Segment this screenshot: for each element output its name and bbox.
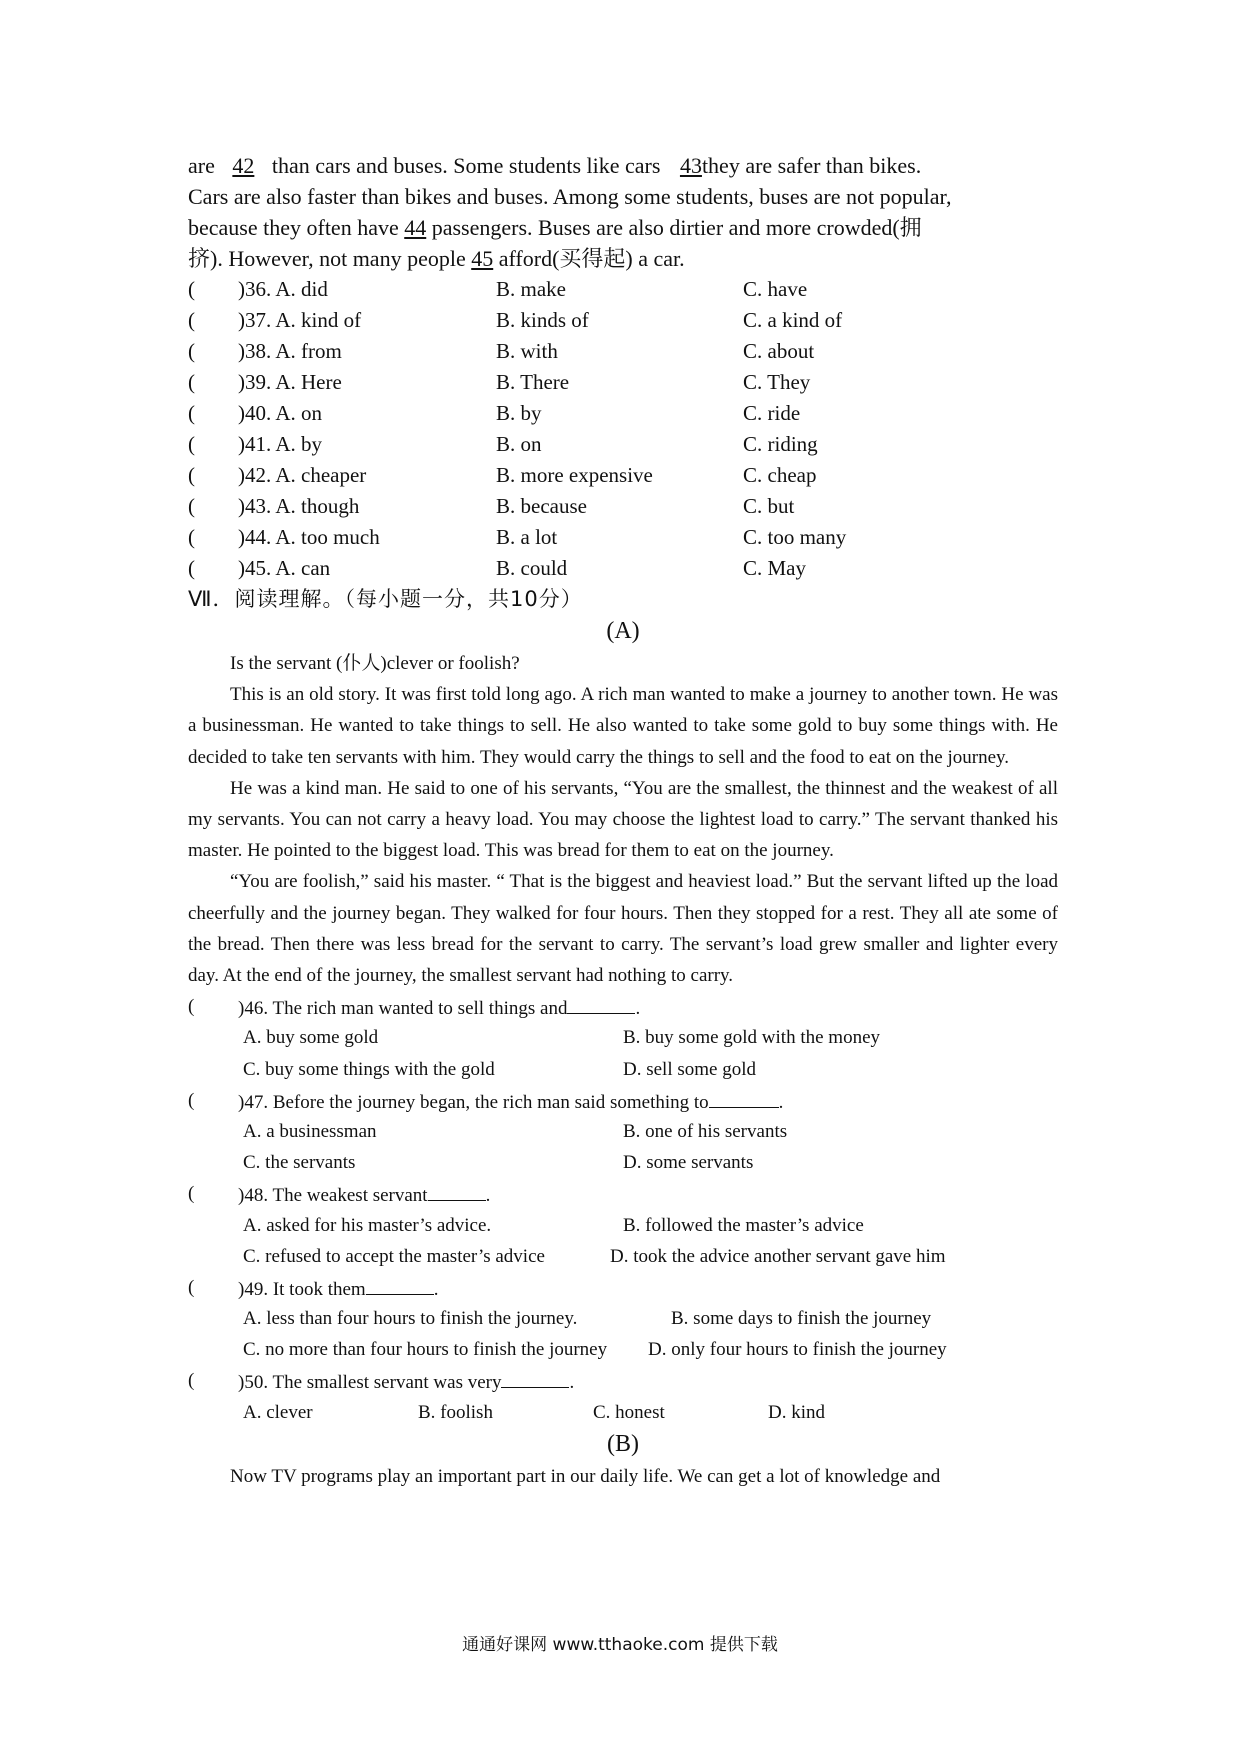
option-row-40 — [188, 398, 1058, 429]
option-a: )44. A. too much — [238, 525, 380, 549]
option-a: )36. A. did — [238, 277, 328, 301]
option-a: A. asked for his master’s advice. — [243, 1214, 492, 1236]
answer-paren[interactable]: ( — [188, 1089, 195, 1111]
option-b: B. by — [496, 401, 542, 425]
option-a: )37. A. kind of — [238, 308, 362, 332]
question-46 — [188, 991, 1058, 1022]
option-c: C. honest — [593, 1401, 665, 1423]
option-c: C. too many — [743, 525, 847, 549]
passage-a-title: Is the servant (仆人)clever or foolish? — [230, 653, 520, 674]
option-b: B. on — [496, 432, 542, 456]
answer-paren[interactable]: ( — [188, 525, 195, 549]
option-c: C. a kind of — [743, 308, 843, 332]
option-b: B. a lot — [496, 525, 558, 549]
option-d: D. sell some gold — [623, 1058, 756, 1080]
question-48 — [188, 1178, 1058, 1209]
option-a: A. buy some gold — [243, 1027, 379, 1049]
text-run: passengers. Buses are also dirtier and more crowded(拥 — [426, 215, 922, 240]
answer-paren[interactable]: ( — [188, 1183, 195, 1205]
answer-paren[interactable]: ( — [188, 996, 195, 1018]
answer-paren[interactable]: ( — [188, 1370, 195, 1392]
question-49-options-ab — [188, 1303, 1058, 1334]
option-a: )38. A. from — [238, 339, 342, 363]
blank-43: 43 — [679, 153, 702, 178]
passage-b-label: (B) — [607, 1430, 639, 1457]
option-b: B. one of his servants — [623, 1120, 788, 1142]
text-run: they are safer than bikes. — [701, 153, 922, 178]
answer-paren[interactable]: ( — [188, 401, 195, 425]
passage-a-paragraph-1: This is an old story. It was first told long ago. A rich man wanted to make a journey to another town. He was a businessman. He wanted to take things to sell. He also wanted to take some gold to buy some things with. He decided to take ten servants with him. They would carry the things to sell and the food to eat on the journey. — [188, 684, 1058, 768]
option-a: )41. A. by — [238, 432, 322, 456]
passage-a-label: (A) — [606, 618, 640, 644]
option-row-42 — [188, 460, 1058, 491]
option-b: B. buy some gold with the money — [623, 1027, 881, 1049]
option-a: )45. A. can — [238, 556, 331, 580]
question-48-options-cd — [188, 1241, 1058, 1272]
option-d: D. only four hours to finish the journey — [648, 1339, 947, 1361]
option-row-43 — [188, 491, 1058, 522]
option-b: B. because — [496, 494, 587, 518]
option-b: B. followed the master’s advice — [623, 1214, 864, 1236]
text-run: 挤). However, not many people — [188, 246, 472, 271]
page-footer: 通通好课网 www.tthaoke.com 提供下载 — [462, 1635, 778, 1655]
question-46-options-ab — [188, 1022, 1058, 1053]
option-d: D. took the advice another servant gave him — [610, 1245, 946, 1267]
answer-paren[interactable]: ( — [188, 1276, 195, 1298]
option-a: )43. A. though — [238, 494, 360, 518]
option-c: C. have — [743, 277, 808, 301]
reading-questions — [188, 991, 1058, 1428]
option-b: B. There — [496, 370, 570, 394]
cloze-line-4 — [188, 243, 1058, 274]
question-49 — [188, 1272, 1058, 1303]
exam-page — [188, 150, 1058, 1492]
question-47 — [188, 1085, 1058, 1116]
option-b: B. more expensive — [496, 463, 653, 487]
option-c: C. the servants — [243, 1152, 356, 1174]
option-c: C. no more than four hours to finish the journey — [243, 1339, 608, 1361]
option-c: C. buy some things with the gold — [243, 1058, 495, 1080]
question-47-options-ab — [188, 1116, 1058, 1147]
blank-42: 42 — [232, 153, 255, 178]
blank-44: 44 — [404, 215, 427, 240]
question-stem: )50. The smallest servant was very . — [238, 1365, 574, 1398]
text-run: are — [188, 153, 221, 178]
cloze-options — [188, 274, 1058, 584]
option-c: C. refused to accept the master’s advice — [243, 1245, 545, 1267]
answer-paren[interactable]: ( — [188, 339, 195, 363]
option-b: B. some days to finish the journey — [671, 1308, 932, 1330]
answer-paren[interactable]: ( — [188, 308, 195, 332]
option-c: C. cheap — [743, 463, 817, 487]
section-heading: Ⅶ．阅读理解。（每小题一分，共10分） — [188, 587, 583, 611]
option-row-38 — [188, 336, 1058, 367]
text-run: because they often have — [188, 215, 405, 240]
answer-paren[interactable]: ( — [188, 277, 195, 301]
answer-paren[interactable]: ( — [188, 494, 195, 518]
answer-paren[interactable]: ( — [188, 432, 195, 456]
option-a: A. a businessman — [243, 1120, 377, 1142]
option-a: A. less than four hours to finish the journey. — [243, 1308, 578, 1330]
option-row-45 — [188, 553, 1058, 584]
blank-45: 45 — [471, 246, 494, 271]
option-c: C. ride — [743, 401, 801, 425]
question-stem: )46. The rich man wanted to sell things and . — [238, 991, 640, 1024]
question-stem: )49. It took them . — [238, 1272, 438, 1305]
option-a: )39. A. Here — [238, 370, 342, 394]
option-b: B. foolish — [418, 1401, 493, 1423]
option-a: )42. A. cheaper — [238, 463, 367, 487]
question-stem: )48. The weakest servant . — [238, 1178, 490, 1211]
option-row-41 — [188, 429, 1058, 460]
passage-a-paragraph-2: He was a kind man. He said to one of his servants, “You are the smallest, the thinnest and the weakest of all my servants. You can not carry a heavy load. You may choose the lightest load to carry.” The servant thanked his master. He pointed to the biggest load. This was bread for them to eat on the journey. — [188, 777, 1058, 862]
option-c: C. but — [743, 494, 795, 518]
question-47-options-cd — [188, 1147, 1058, 1178]
question-50-options — [188, 1397, 1058, 1428]
answer-paren[interactable]: ( — [188, 463, 195, 487]
option-b: B. with — [496, 339, 558, 363]
option-b: B. make — [496, 277, 566, 301]
passage-a-paragraph-3: “You are foolish,” said his master. “ That is the biggest and heaviest load.” But the servant lifted up the load cheerfully and the journey began. They walked for four hours. Then they stopped for a rest. They all ate some of the bread. Then there was less bread for the servant to carry. The servant’s load grew smaller and lighter every day. At the end of the journey, the smallest servant had nothing to carry. — [188, 871, 1058, 987]
option-c: C. They — [743, 370, 811, 394]
question-46-options-cd — [188, 1054, 1058, 1085]
text-run: afford(买得起) a car. — [493, 246, 685, 271]
cloze-line-3 — [188, 212, 1058, 243]
option-c: C. May — [743, 556, 806, 580]
question-49-options-cd — [188, 1334, 1058, 1365]
question-stem: )47. Before the journey began, the rich man said something to . — [238, 1085, 783, 1118]
option-row-44 — [188, 522, 1058, 553]
passage-b-paragraph-1: Now TV programs play an important part in our daily life. We can get a lot of knowledge and — [230, 1465, 941, 1487]
option-b: B. could — [496, 556, 568, 580]
option-a: )40. A. on — [238, 401, 322, 425]
option-d: D. some servants — [623, 1152, 754, 1174]
option-a: A. clever — [243, 1401, 313, 1423]
answer-paren[interactable]: ( — [188, 370, 195, 394]
option-d: D. kind — [768, 1401, 825, 1423]
answer-paren[interactable]: ( — [188, 556, 195, 580]
option-row-39 — [188, 367, 1058, 398]
option-c: C. about — [743, 339, 815, 363]
text-run: than cars and buses. Some students like cars — [271, 153, 666, 178]
cloze-line-2: Cars are also faster than bikes and buses. Among some students, buses are not popular, — [188, 184, 952, 209]
option-c: C. riding — [743, 432, 818, 456]
option-b: B. kinds of — [496, 308, 589, 332]
question-50 — [188, 1365, 1058, 1396]
option-row-37 — [188, 305, 1058, 336]
cloze-line-1 — [188, 150, 1058, 181]
question-48-options-ab — [188, 1210, 1058, 1241]
option-row-36 — [188, 274, 1058, 305]
